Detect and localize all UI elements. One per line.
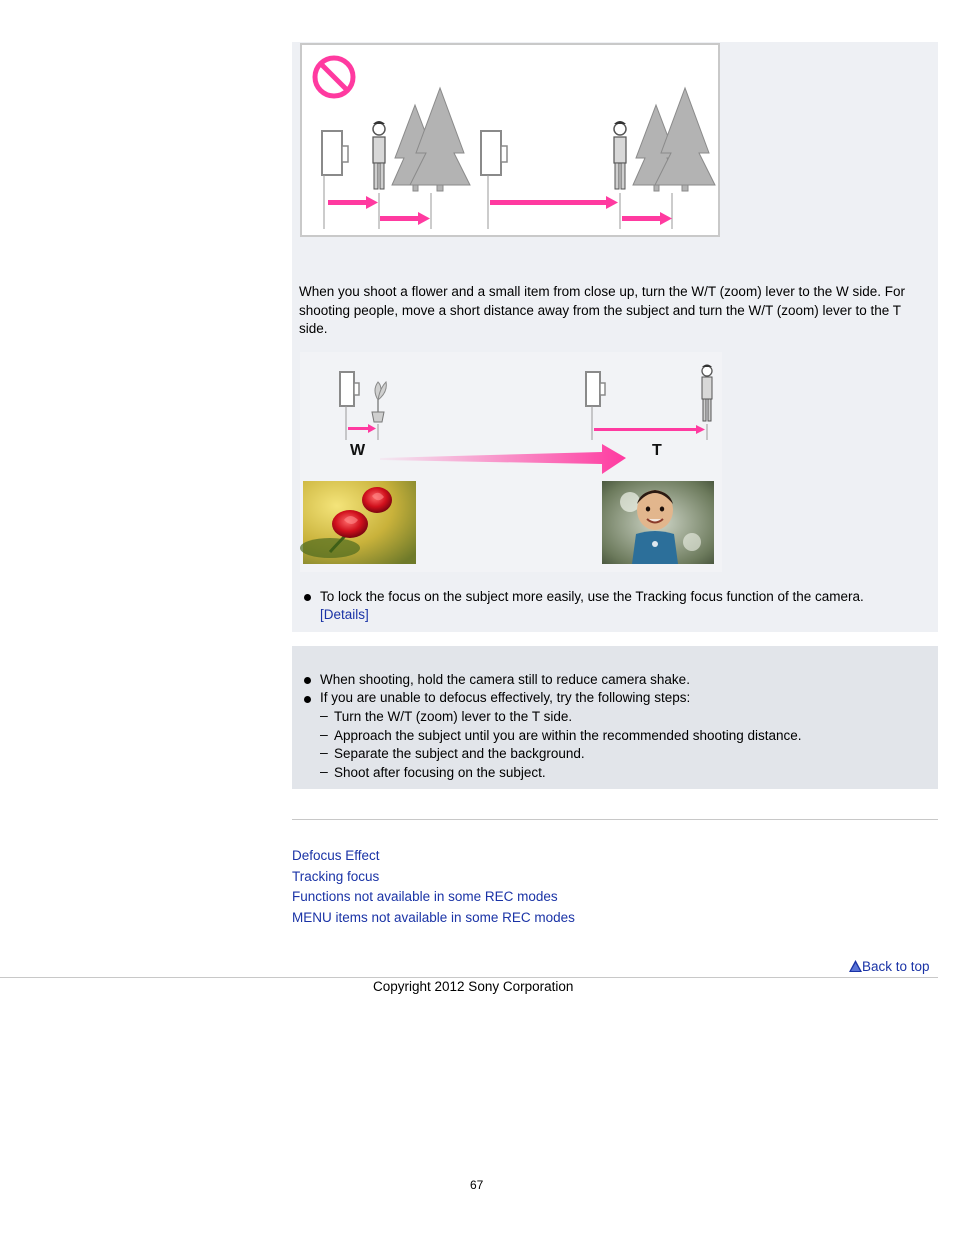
bullet: [304, 696, 311, 703]
back-to-top-link[interactable]: [849, 959, 930, 974]
step-item: Turn the W/T (zoom) lever to the T side.: [334, 709, 573, 724]
w-label: W: [350, 442, 366, 459]
related-link-defocus-effect[interactable]: Defocus Effect: [292, 848, 380, 863]
tip-text: To lock the focus on the subject more easily, use the Tracking focus function of the camera.: [320, 589, 864, 604]
note-item: If you are unable to defocus effectively, try the following steps:: [320, 690, 691, 705]
bullet: [304, 594, 311, 601]
dash-marker: –: [320, 763, 328, 779]
intro-paragraph: When you shoot a flower and a small item from close up, turn the W/T (zoom) lever to the W side. For shooting people, move a short distance away from the subject and turn the W/T (zoom) lever to the T side.: [299, 284, 905, 337]
details-link[interactable]: [Details]: [320, 607, 369, 622]
related-link-menu-items-not-available[interactable]: MENU items not available in some REC modes: [292, 910, 575, 925]
section-divider: [292, 819, 938, 820]
note-item: When shooting, hold the camera still to reduce camera shake.: [320, 672, 690, 687]
t-label: T: [652, 442, 662, 459]
distance-illustration: [300, 43, 722, 238]
flower-photo: [300, 481, 416, 564]
zoom-illustration: [300, 352, 722, 572]
child-photo: [602, 481, 714, 564]
dash-marker: –: [320, 707, 328, 723]
copyright: Copyright 2012 Sony Corporation: [373, 979, 574, 994]
back-to-top-label: Back to top: [862, 959, 930, 974]
dash-marker: –: [320, 726, 328, 742]
step-item: Approach the subject until you are within the recommended shooting distance.: [334, 728, 802, 743]
up-triangle-icon: [849, 960, 862, 972]
page-number: 67: [470, 1178, 484, 1192]
bullet: [304, 677, 311, 684]
related-link-tracking-focus[interactable]: Tracking focus: [292, 869, 380, 884]
dash-marker: –: [320, 744, 328, 760]
footer-divider: [0, 977, 938, 978]
related-link-functions-not-available[interactable]: Functions not available in some REC modes: [292, 889, 558, 904]
step-item: Separate the subject and the background.: [334, 746, 585, 761]
step-item: Shoot after focusing on the subject.: [334, 765, 546, 780]
